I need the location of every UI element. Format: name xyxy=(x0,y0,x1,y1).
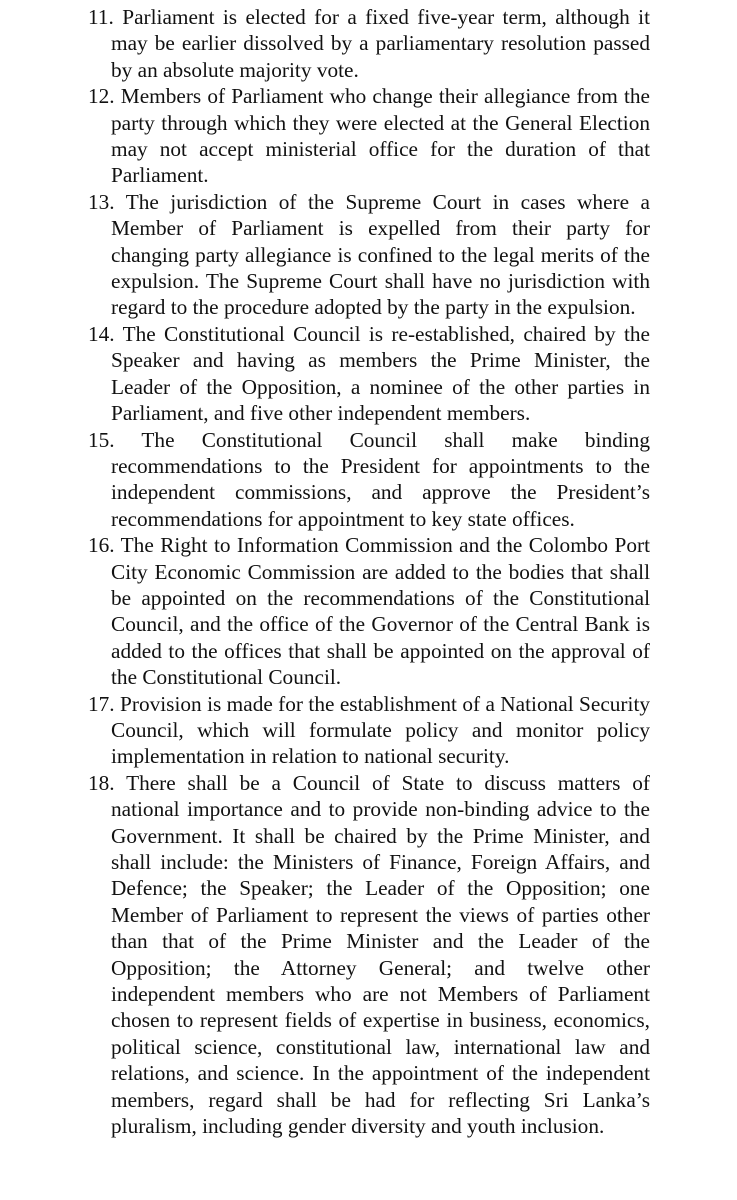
item-text: There shall be a Council of State to discuss matters of national importance and to provide non-binding advice to the Government. It shall be chaired by the Prime Minister, and shall include: the Ministers of Finance, Foreign Affairs, and Defence; the Speaker; the Leader of the Opposition; one Member of Parliament to represent the views of parties other than that of the Prime Minister and the Leader of the Opposition; the Attorney General; and twelve other independent members who are not Members of Parliament chosen to represent fields of expertise in business, economics, political science, constitutional law, international law and relations, and science. In the appointment of the independent members, regard shall be had for reflecting Sri Lanka’s pluralism, including gender diversity and youth inclusion. xyxy=(111,770,650,1139)
list-item xyxy=(88,321,650,427)
list-item xyxy=(88,189,650,321)
list-item xyxy=(88,4,650,83)
item-text: Provision is made for the establishment of a National Security Council, which will formulate policy and monitor policy implementation in relation to national security. xyxy=(111,691,651,769)
item-number: 12. xyxy=(88,84,115,109)
item-number: 14. xyxy=(88,321,115,346)
item-number: 11. xyxy=(88,5,114,29)
item-text: Members of Parliament who change their allegiance from the party through which they were elected at the General Election may not accept ministerial office for the duration of that Parliament. xyxy=(111,84,650,188)
list-item xyxy=(88,532,650,690)
list-item xyxy=(88,427,650,533)
item-number: 16. xyxy=(88,533,115,558)
item-text: The Right to Information Commission and the Colombo Port City Economic Commission are added to the bodies that shall be appointed on the recommendations of the Constitutional Council, and the office of the Governor of the Central Bank is added to the offices that shall be appointed on the approval of the Constitutional Council. xyxy=(111,533,650,690)
item-text: The Constitutional Council shall make binding recommendations to the President for appointments to the independent commissions, and approve the President’s recommendations for appointment to key state offices. xyxy=(111,427,650,531)
item-number: 13. xyxy=(88,189,115,214)
item-number: 15. xyxy=(88,427,115,452)
item-text: The Constitutional Council is re-established, chaired by the Speaker and having as members the Prime Minister, the Leader of the Opposition, a nominee of the other parties in Parliament, and five other independent members. xyxy=(111,321,650,426)
item-text: Parliament is elected for a fixed five-year term, although it may be earlier dissolved by a parliamentary resolution passed by an absolute majority vote. xyxy=(111,5,651,82)
list-item xyxy=(88,770,650,1140)
list-item xyxy=(88,83,650,189)
item-number: 18. xyxy=(88,770,115,795)
item-text: The jurisdiction of the Supreme Court in cases where a Member of Parliament is expelled from their party for changing party allegiance is confined to the legal merits of the expulsion. The Supreme Court shall have no jurisdiction with regard to the procedure adopted by the party in the expulsion. xyxy=(111,189,650,320)
item-number: 17. xyxy=(88,691,115,716)
list-item xyxy=(88,691,650,770)
numbered-provisions-list xyxy=(88,4,650,1139)
